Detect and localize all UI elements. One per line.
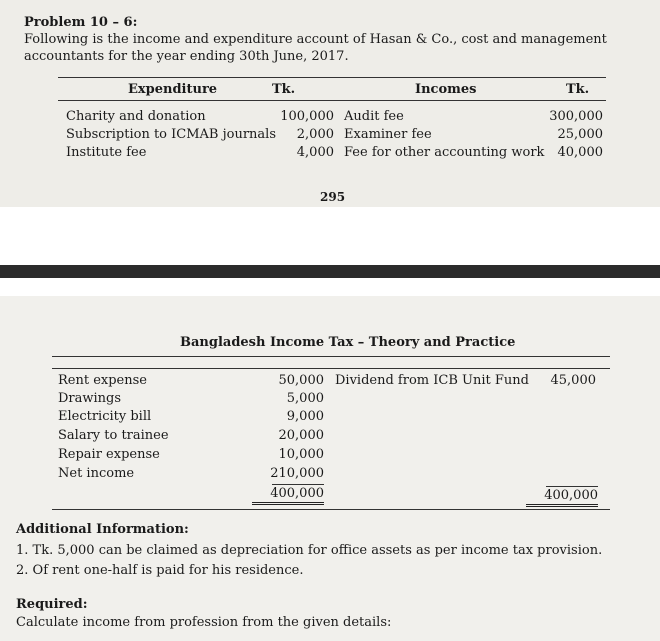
p1-exp-label: Institute fee — [66, 145, 147, 160]
page-top-sheet — [0, 0, 660, 207]
p2-inc-label: Dividend from ICB Unit Fund — [335, 373, 529, 388]
additional-info-title: Additional Information: — [16, 522, 189, 537]
header-tk-right: Tk. — [566, 82, 590, 97]
header-rule — [52, 356, 610, 357]
p2-exp-amount: 50,000 — [278, 373, 324, 388]
required-text: Calculate income from profession from the given details: — [16, 615, 392, 630]
table-bottom-rule — [52, 509, 610, 510]
required-title: Required: — [16, 597, 88, 612]
problem-intro: Following is the income and expenditure account of Hasan & Co., cost and management accountants for the year ending 30th June, 2017. — [24, 32, 607, 64]
p1-inc-amount: 25,000 — [557, 127, 603, 142]
p2-exp-label: Rent expense — [58, 373, 147, 388]
p1-inc-label: Audit fee — [344, 109, 404, 124]
p2-exp-label: Drawings — [58, 391, 122, 406]
p1-exp-label: Charity and donation — [66, 109, 206, 124]
header-expenditure: Expenditure — [128, 82, 218, 97]
p2-exp-amount: 10,000 — [278, 447, 324, 462]
running-header: Bangladesh Income Tax – Theory and Practice — [180, 335, 516, 350]
p1-inc-label: Fee for other accounting work — [344, 145, 545, 160]
page-gap — [0, 207, 660, 265]
p1-exp-label: Subscription to ICMAB journals — [66, 127, 277, 142]
subtotal-rule — [546, 486, 598, 487]
additional-item: 1. Tk. 5,000 can be claimed as depreciation for office assets as per income tax provision. — [16, 543, 603, 558]
p2-exp-amount: 20,000 — [278, 428, 324, 443]
header-incomes: Incomes — [415, 82, 477, 97]
p2-exp-amount: 210,000 — [270, 466, 324, 481]
p1-inc-label: Examiner fee — [344, 127, 432, 142]
table-top-rule — [52, 368, 610, 369]
subtotal-rule — [272, 484, 324, 485]
p1-exp-amount: 4,000 — [296, 145, 334, 160]
p1-inc-amount: 40,000 — [557, 145, 603, 160]
p1-exp-amount: 2,000 — [296, 127, 334, 142]
problem-title: Problem 10 – 6: — [24, 15, 138, 30]
p2-inc-amount: 45,000 — [550, 373, 596, 388]
p2-exp-amount: 5,000 — [286, 391, 324, 406]
p2-exp-label: Electricity bill — [58, 409, 152, 424]
additional-item: 2. Of rent one-half is paid for his residence. — [16, 563, 304, 578]
p2-exp-label: Repair expense — [58, 447, 160, 462]
p1-inc-amount: 300,000 — [549, 109, 603, 124]
total-right: 400,000 — [526, 488, 598, 507]
p2-exp-label: Salary to trainee — [58, 428, 169, 443]
table-top-rule — [58, 77, 606, 78]
header-tk-left: Tk. — [272, 82, 296, 97]
page-divider-band — [0, 265, 660, 278]
page-number: 295 — [320, 190, 346, 204]
total-left: 400,000 — [252, 486, 324, 505]
p1-exp-amount: 100,000 — [280, 109, 334, 124]
p2-exp-amount: 9,000 — [286, 409, 324, 424]
problem-block — [24, 14, 644, 65]
table-header-rule — [58, 100, 606, 101]
p2-exp-label: Net income — [58, 466, 135, 481]
